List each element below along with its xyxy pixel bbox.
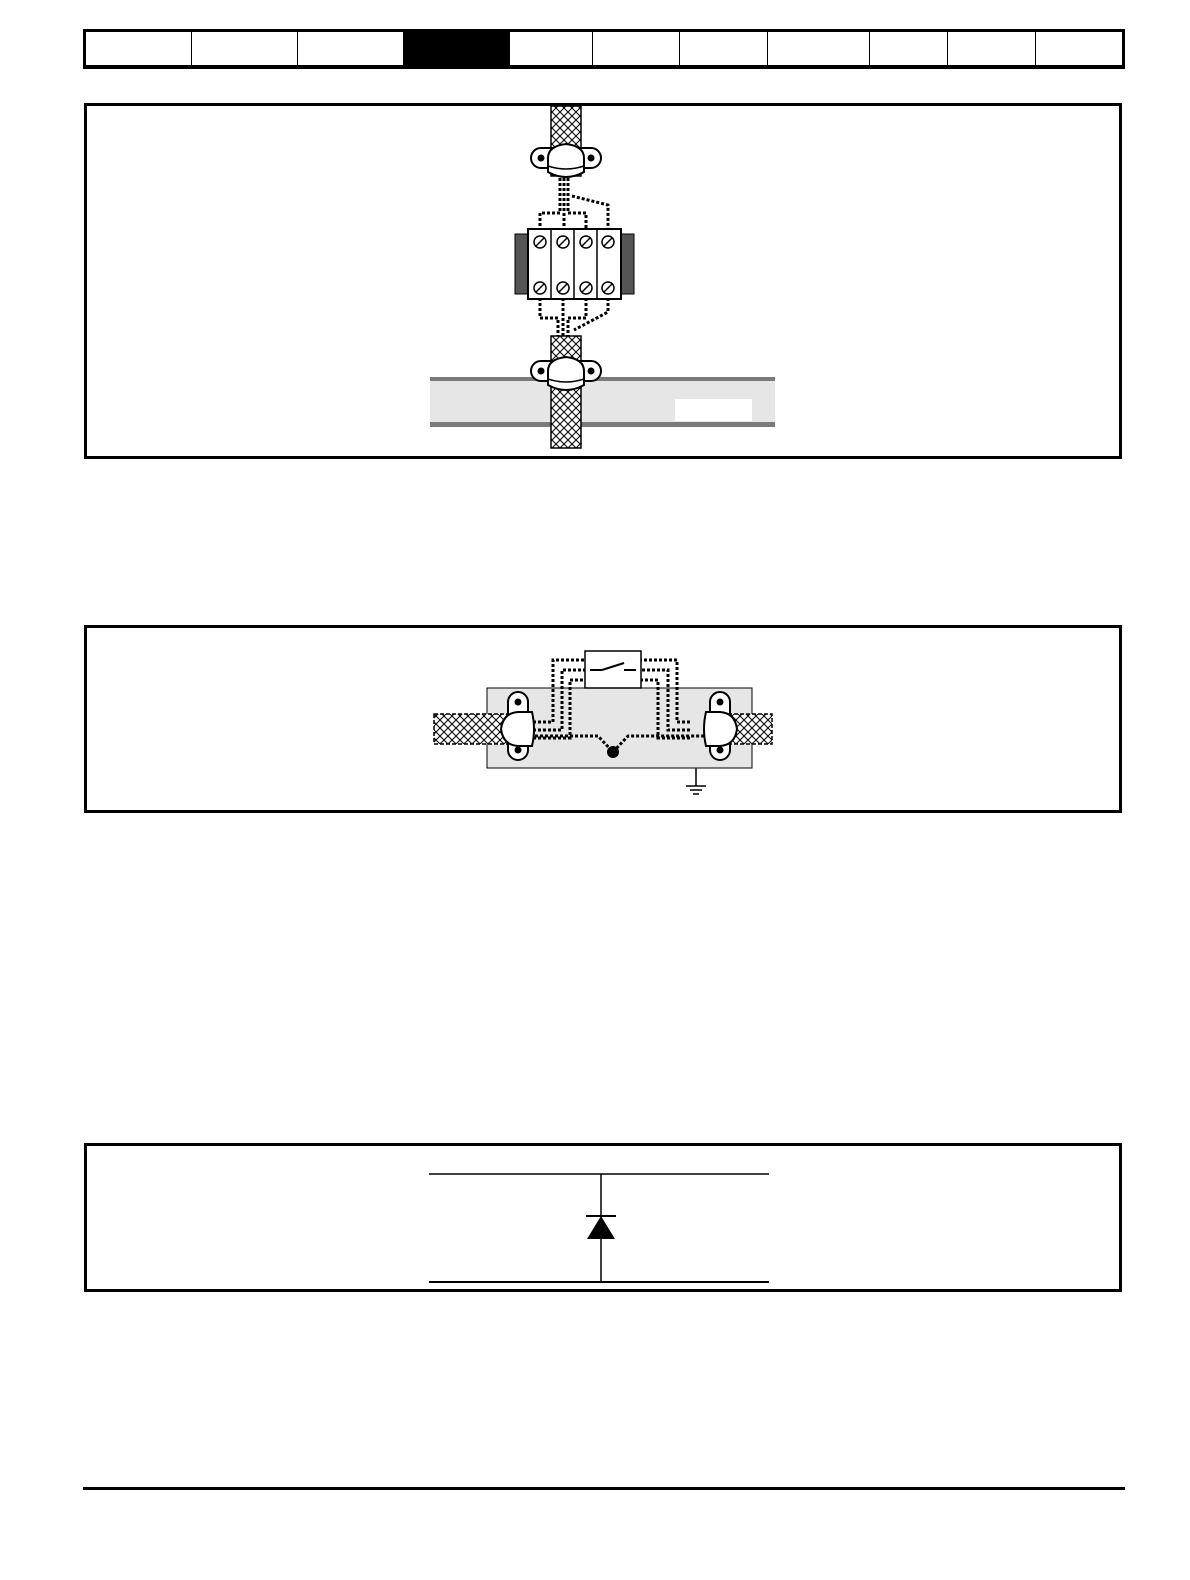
header-tab-5[interactable] [510,32,593,65]
shielded-cable-switch-enclosure-figure [84,625,1122,813]
header-tab-7[interactable] [680,32,768,65]
diode-icon [586,1216,616,1239]
header-tab-3[interactable] [298,32,404,65]
earth-junction-dot [607,746,619,758]
switch-enclosure-diagram [87,628,1119,810]
switch-symbol [585,651,641,688]
footer-rule [83,1487,1125,1490]
header-tab-9[interactable] [870,32,948,65]
header-tab-11[interactable] [1036,32,1122,65]
header-tab-4-active[interactable] [404,32,510,65]
header-tab-bar [83,29,1125,69]
diode-diagram [87,1146,1119,1289]
mounting-rail [430,377,775,427]
header-tab-1[interactable] [86,32,192,65]
earth-ground-icon [686,768,706,794]
top-cable-clamp [531,144,601,177]
header-tab-8[interactable] [768,32,870,65]
header-tab-6[interactable] [593,32,680,65]
bottom-shielded-cable [551,336,581,448]
shielded-cable-terminal-block-figure [84,103,1122,459]
terminal-block-diagram [87,106,1119,456]
header-tab-10[interactable] [948,32,1036,65]
diode-between-rails-figure [84,1143,1122,1292]
header-tab-2[interactable] [192,32,298,65]
terminal-block [515,229,634,299]
